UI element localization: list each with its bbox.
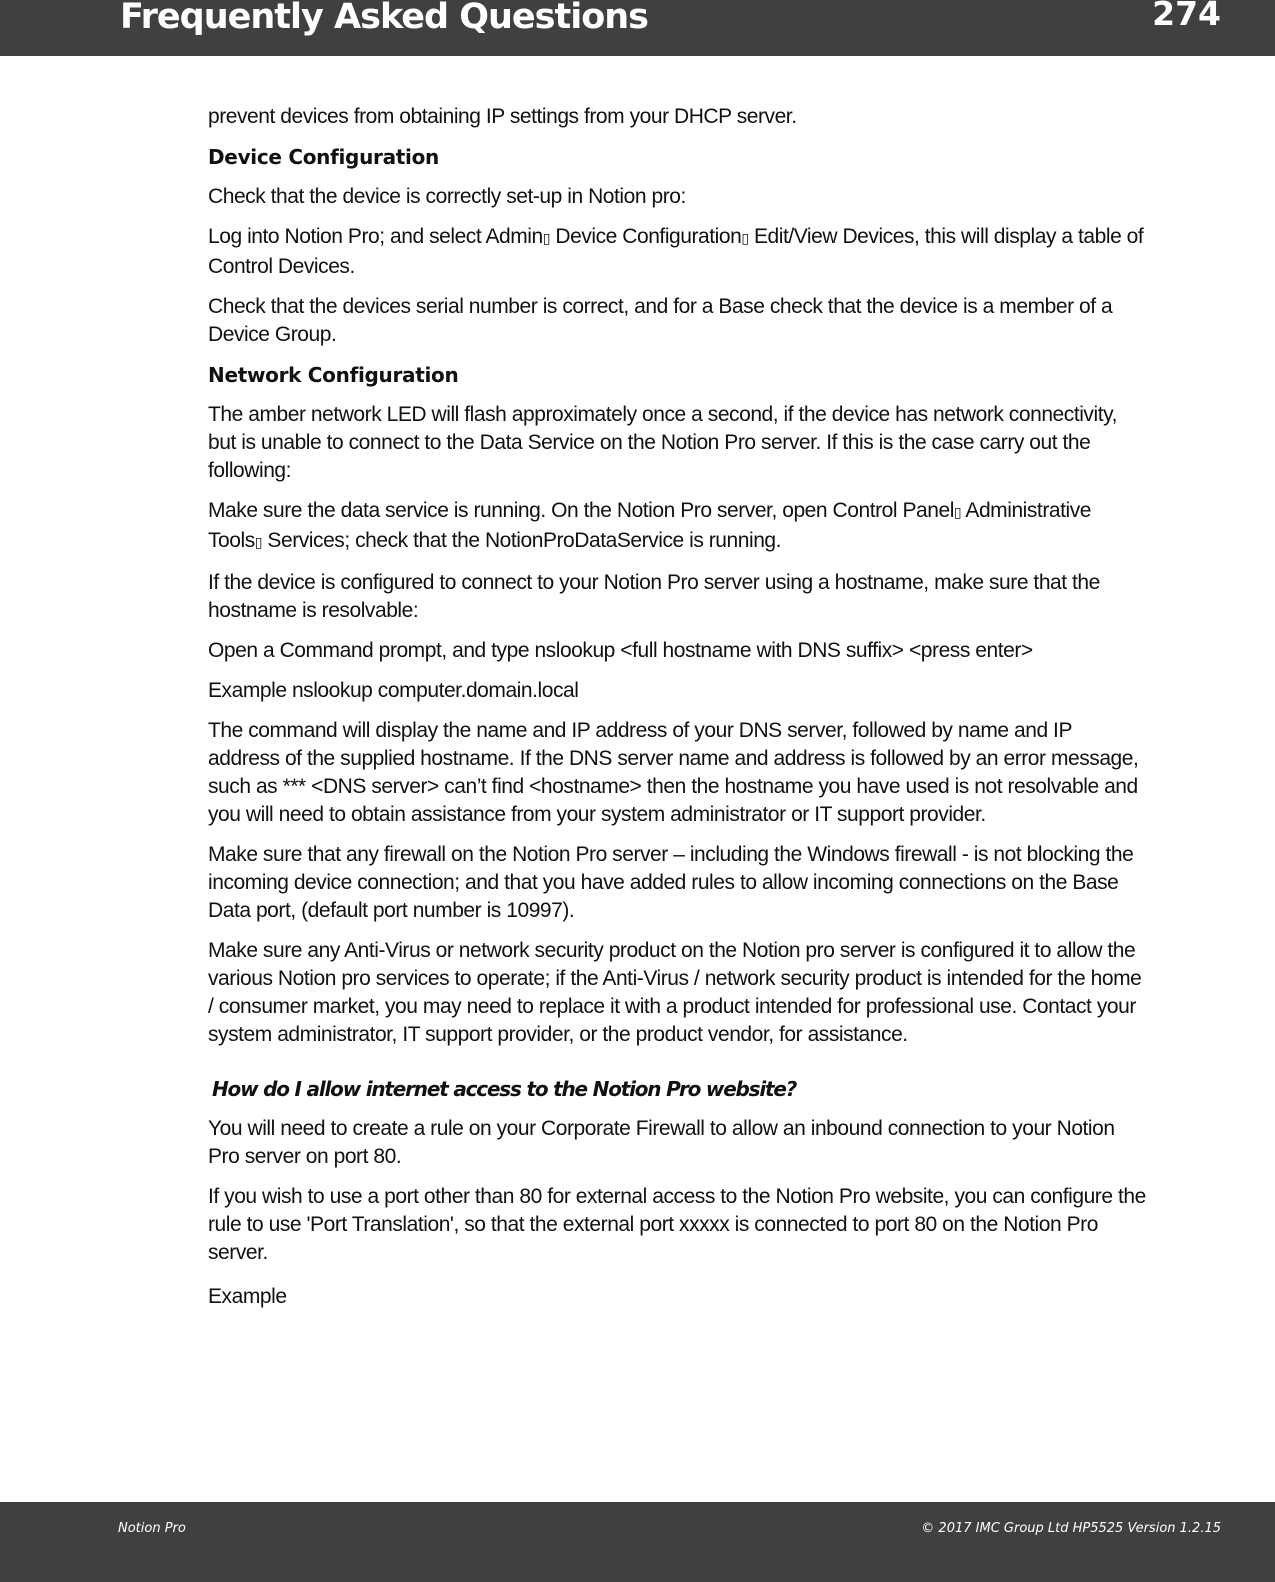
text-span: Make sure the data service is running. On the Notion Pro server, open Control Panel xyxy=(208,499,954,522)
paragraph xyxy=(208,497,1148,557)
paragraph: Open a Command prompt, and type nslookup <full hostname with DNS suffix> <press enter> xyxy=(208,639,1033,662)
footer-product-name: Notion Pro xyxy=(118,1521,186,1536)
paragraph: The amber network LED will flash approximately once a second, if the device has network connectivity, but is unable to connect to the Data Service on the Notion Pro server. If this is the case carry out the following: xyxy=(208,403,1117,482)
section-heading-network-configuration: Network Configuration xyxy=(208,363,459,387)
page-footer xyxy=(0,1502,1275,1582)
text-span: Log into Notion Pro; and select Admin xyxy=(208,225,543,248)
paragraph: Check that the devices serial number is correct, and for a Base check that the device is a member of a Device Group. xyxy=(208,295,1113,346)
arrow-icon: ▯ xyxy=(741,231,749,247)
page-number: 274 xyxy=(1152,0,1221,33)
paragraph: If the device is configured to connect to your Notion Pro server using a hostname, make sure that the hostname is resolvable: xyxy=(208,571,1100,622)
paragraph: Example nslookup computer.domain.local xyxy=(208,679,579,702)
page-header xyxy=(0,0,1275,56)
text-span: Edit/View Devices, this will display a table of Control Devices. xyxy=(208,225,1144,278)
text-span: Administrative Tools xyxy=(208,499,1091,552)
paragraph xyxy=(208,223,1148,281)
paragraph: You will need to create a rule on your Corporate Firewall to allow an inbound connection to your Notion Pro server on port 80. xyxy=(208,1117,1115,1168)
paragraph: Example xyxy=(208,1285,287,1308)
text-span: Device Configuration xyxy=(550,225,742,248)
faq-question-internet-access: How do I allow internet access to the Notion Pro website? xyxy=(212,1077,797,1101)
section-heading-device-configuration: Device Configuration xyxy=(208,145,439,169)
paragraph: Check that the device is correctly set-up in Notion pro: xyxy=(208,185,686,208)
arrow-icon: ▯ xyxy=(542,231,550,247)
paragraph: If you wish to use a port other than 80 for external access to the Notion Pro website, you can configure the rule to use 'Port Translation', so that the external port xxxxx is connected to port 80 on the Notion Pro server. xyxy=(208,1185,1146,1264)
paragraph: Make sure that any firewall on the Notion Pro server – including the Windows firewall - is not blocking the incoming device connection; and that you have added rules to allow incoming connections on the Base Data port, (default port number is 10997). xyxy=(208,843,1134,922)
paragraph: The command will display the name and IP address of your DNS server, followed by name and IP address of the supplied hostname. If the DNS server name and address is followed by an error message, such as *** <DNS server> can’t find <hostname> then the hostname you have used is not resolvable and you will need to obtain assistance from your system administrator or IT support provider. xyxy=(208,719,1139,826)
arrow-icon: ▯ xyxy=(254,535,263,551)
arrow-icon: ▯ xyxy=(953,505,962,521)
text-span: Services; check that the NotionProDataService is running. xyxy=(262,529,782,552)
header-title: Frequently Asked Questions xyxy=(120,0,649,37)
paragraph: prevent devices from obtaining IP settings from your DHCP server. xyxy=(208,105,797,128)
document-body xyxy=(208,103,1148,1323)
footer-copyright: © 2017 IMC Group Ltd HP5525 Version 1.2.15 xyxy=(921,1521,1221,1536)
paragraph: Make sure any Anti-Virus or network security product on the Notion pro server is configured it to allow the various Notion pro services to operate; if the Anti-Virus / network security product is intended for the home / consumer market, you may need to replace it with a product intended for professional use. Contact your system administrator, IT support provider, or the product vendor, for assistance. xyxy=(208,939,1142,1046)
